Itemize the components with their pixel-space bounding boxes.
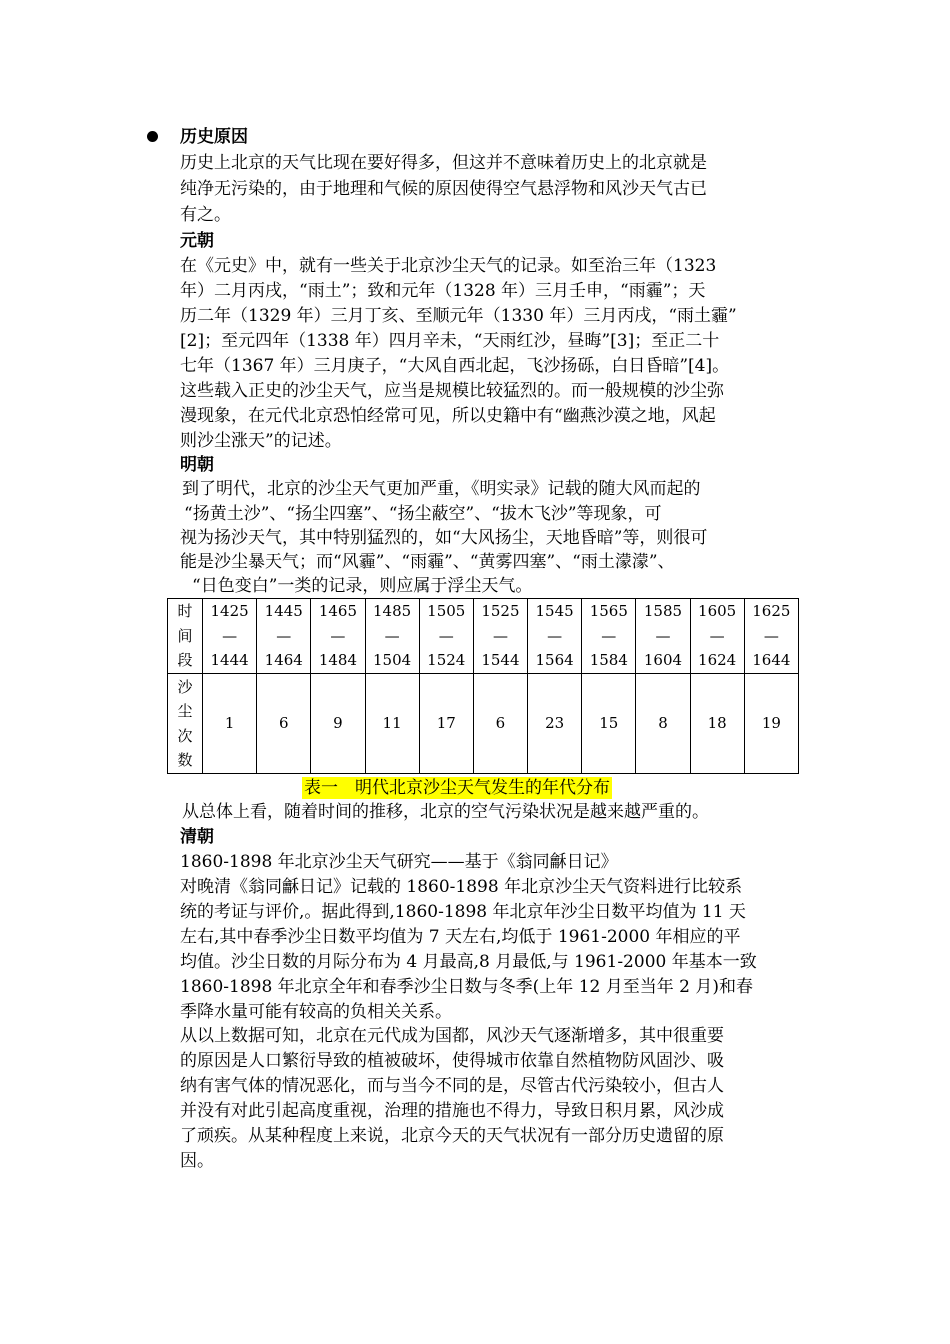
count-cell: 6	[473, 674, 527, 774]
header-char: 沙	[177, 677, 193, 696]
period-start: 1425	[210, 602, 249, 621]
qing-line: 从以上数据可知，北京在元代成为国都，风沙天气逐渐增多，其中很重要	[180, 1026, 724, 1046]
period-end: 1464	[264, 651, 303, 670]
period-cell	[636, 599, 690, 674]
yuan-line: [2]；至元四年（1338 年）四月辛未，“天雨红沙，昼晦”[3]；至正二十	[180, 331, 720, 351]
period-end: 1624	[698, 651, 737, 670]
qing-line: 1860-1898 年北京沙尘天气研究——基于《翁同龢日记》	[180, 852, 618, 872]
qing-line: 对晚清《翁同龢日记》记载的 1860-1898 年北京沙尘天气资料进行比较系	[180, 877, 743, 897]
yuan-line: 七年（1367 年）三月庚子，“大风自西北起，飞沙扬砾，白日昏暗”[4]。	[180, 356, 730, 376]
ming-line: 能是沙尘暴天气；而“风霾”、“雨霾”、“黄雾四塞”、“雨土濛濛”、	[180, 552, 675, 572]
period-start: 1445	[264, 602, 303, 621]
count-cell: 19	[744, 674, 798, 774]
qing-line: 左右,其中春季沙尘日数平均值为 7 天左右,均低于 1961-2000 年相应的平	[180, 927, 741, 947]
qing-line: 季降水量可能有较高的负相关关系。	[180, 1002, 452, 1022]
period-cell	[582, 599, 636, 674]
header-char: 间	[177, 626, 193, 645]
bullet-icon	[147, 131, 158, 142]
intro-line: 纯净无污染的，由于地理和气候的原因使得空气悬浮物和风沙天气古已	[180, 179, 707, 199]
qing-line: 均值。沙尘日数的月际分布为 4 月最高,8 月最低,与 1961-2000 年基本一致	[180, 952, 757, 972]
dust-frequency-table	[167, 598, 799, 774]
period-end: 1644	[752, 651, 791, 670]
section-title: 历史原因	[180, 127, 248, 147]
period-end: 1604	[643, 651, 683, 670]
count-cell: 1	[203, 674, 257, 774]
period-end: 1444	[210, 651, 249, 670]
count-cell: 17	[419, 674, 473, 774]
period-sep: —	[492, 626, 508, 645]
yuan-line: 年）二月丙戌，“雨土”；致和元年（1328 年）三月壬申，“雨霾”；天	[180, 281, 706, 301]
period-end: 1544	[481, 651, 520, 670]
qing-line: 纳有害气体的情况恶化，而与当今不同的是，尽管古代污染较小，但古人	[180, 1076, 724, 1096]
count-cell: 8	[636, 674, 690, 774]
period-sep: —	[330, 626, 346, 645]
ming-heading: 明朝	[180, 455, 214, 475]
count-header-cell	[168, 674, 203, 774]
count-cell: 23	[528, 674, 582, 774]
period-start: 1525	[481, 602, 520, 621]
table-caption: 表一 明代北京沙尘天气发生的年代分布	[304, 778, 610, 798]
ming-line: “扬黄土沙”、“扬尘四塞”、“扬尘蔽空”、“拔木飞沙”等现象，可	[184, 504, 662, 524]
period-end: 1524	[427, 651, 466, 670]
yuan-line: 则沙尘涨天”的记述。	[180, 431, 342, 451]
qing-line: 了顽疾。从某种程度上来说，北京今天的天气状况有一部分历史遗留的原	[180, 1126, 724, 1146]
period-cell	[473, 599, 527, 674]
period-cell	[311, 599, 365, 674]
period-cell	[203, 599, 257, 674]
yuan-line: 漫现象，在元代北京恐怕经常可见，所以史籍中有“幽燕沙漠之地，风起	[180, 406, 716, 426]
count-cell: 15	[582, 674, 636, 774]
qing-line: 1860-1898 年北京全年和春季沙尘日数与冬季(上年 12 月至当年 2 月)和春	[180, 977, 754, 997]
period-start: 1625	[752, 602, 791, 621]
period-start: 1485	[373, 602, 412, 621]
ming-summary: 从总体上看，随着时间的推移，北京的空气污染状况是越来越严重的。	[182, 802, 709, 822]
period-cell	[419, 599, 473, 674]
period-start: 1465	[318, 602, 358, 621]
period-sep: —	[763, 626, 779, 645]
yuan-line: 这些载入正史的沙尘天气，应当是规模比较猛烈的。而一般规模的沙尘弥	[180, 381, 724, 401]
header-char: 尘	[177, 702, 193, 720]
ming-line: “日色变白”一类的记录，则应属于浮尘天气。	[192, 576, 533, 596]
table-row	[168, 599, 799, 674]
period-start: 1565	[589, 602, 628, 621]
period-cell	[257, 599, 311, 674]
qing-heading: 清朝	[180, 827, 214, 847]
period-sep: —	[709, 626, 725, 645]
period-cell	[690, 599, 744, 674]
ming-line: 到了明代，北京的沙尘天气更加严重，《明实录》记载的随大风而起的	[182, 479, 701, 499]
period-sep: —	[601, 626, 617, 645]
header-char: 次	[177, 726, 193, 745]
period-sep: —	[438, 626, 454, 645]
period-end: 1504	[373, 651, 412, 670]
period-start: 1545	[535, 602, 574, 621]
header-char: 段	[177, 651, 193, 670]
count-cell: 11	[365, 674, 419, 774]
header-char: 时	[177, 602, 193, 621]
period-start: 1605	[698, 602, 737, 621]
period-header-cell	[168, 599, 203, 674]
intro-line: 历史上北京的天气比现在要好得多，但这并不意味着历史上的北京就是	[180, 153, 707, 173]
period-sep: —	[547, 626, 563, 645]
yuan-line: 历二年（1329 年）三月丁亥、至顺元年（1330 年）三月丙戌，“雨土霾”	[180, 306, 737, 326]
period-end: 1564	[535, 651, 574, 670]
header-char: 数	[177, 751, 193, 769]
ming-line: 视为扬沙天气，其中特别猛烈的，如“大风扬尘，天地昏暗”等，则很可	[180, 528, 708, 548]
period-start: 1585	[643, 602, 683, 621]
period-end: 1484	[318, 651, 358, 670]
qing-line: 因。	[180, 1151, 214, 1171]
table-row	[168, 674, 799, 774]
yuan-heading: 元朝	[180, 231, 214, 251]
count-cell: 9	[311, 674, 365, 774]
yuan-line: 在《元史》中，就有一些关于北京沙尘天气的记录。如至治三年（1323	[180, 256, 717, 276]
intro-line: 有之。	[180, 205, 231, 225]
period-sep: —	[384, 626, 400, 645]
qing-line: 统的考证与评价,。据此得到,1860-1898 年北京年沙尘日数平均值为 11 天	[180, 902, 746, 922]
period-cell	[528, 599, 582, 674]
period-cell	[365, 599, 419, 674]
count-cell: 6	[257, 674, 311, 774]
period-cell	[744, 599, 798, 674]
period-sep: —	[655, 626, 671, 645]
period-end: 1584	[589, 651, 628, 670]
qing-line: 的原因是人口繁衍导致的植被破坏，使得城市依靠自然植物防风固沙、吸	[180, 1051, 724, 1071]
count-cell: 18	[690, 674, 744, 774]
period-sep: —	[222, 626, 238, 645]
period-sep: —	[276, 626, 292, 645]
period-start: 1505	[427, 602, 466, 621]
qing-line: 并没有对此引起高度重视，治理的措施也不得力，导致日积月累，风沙成	[180, 1101, 724, 1121]
